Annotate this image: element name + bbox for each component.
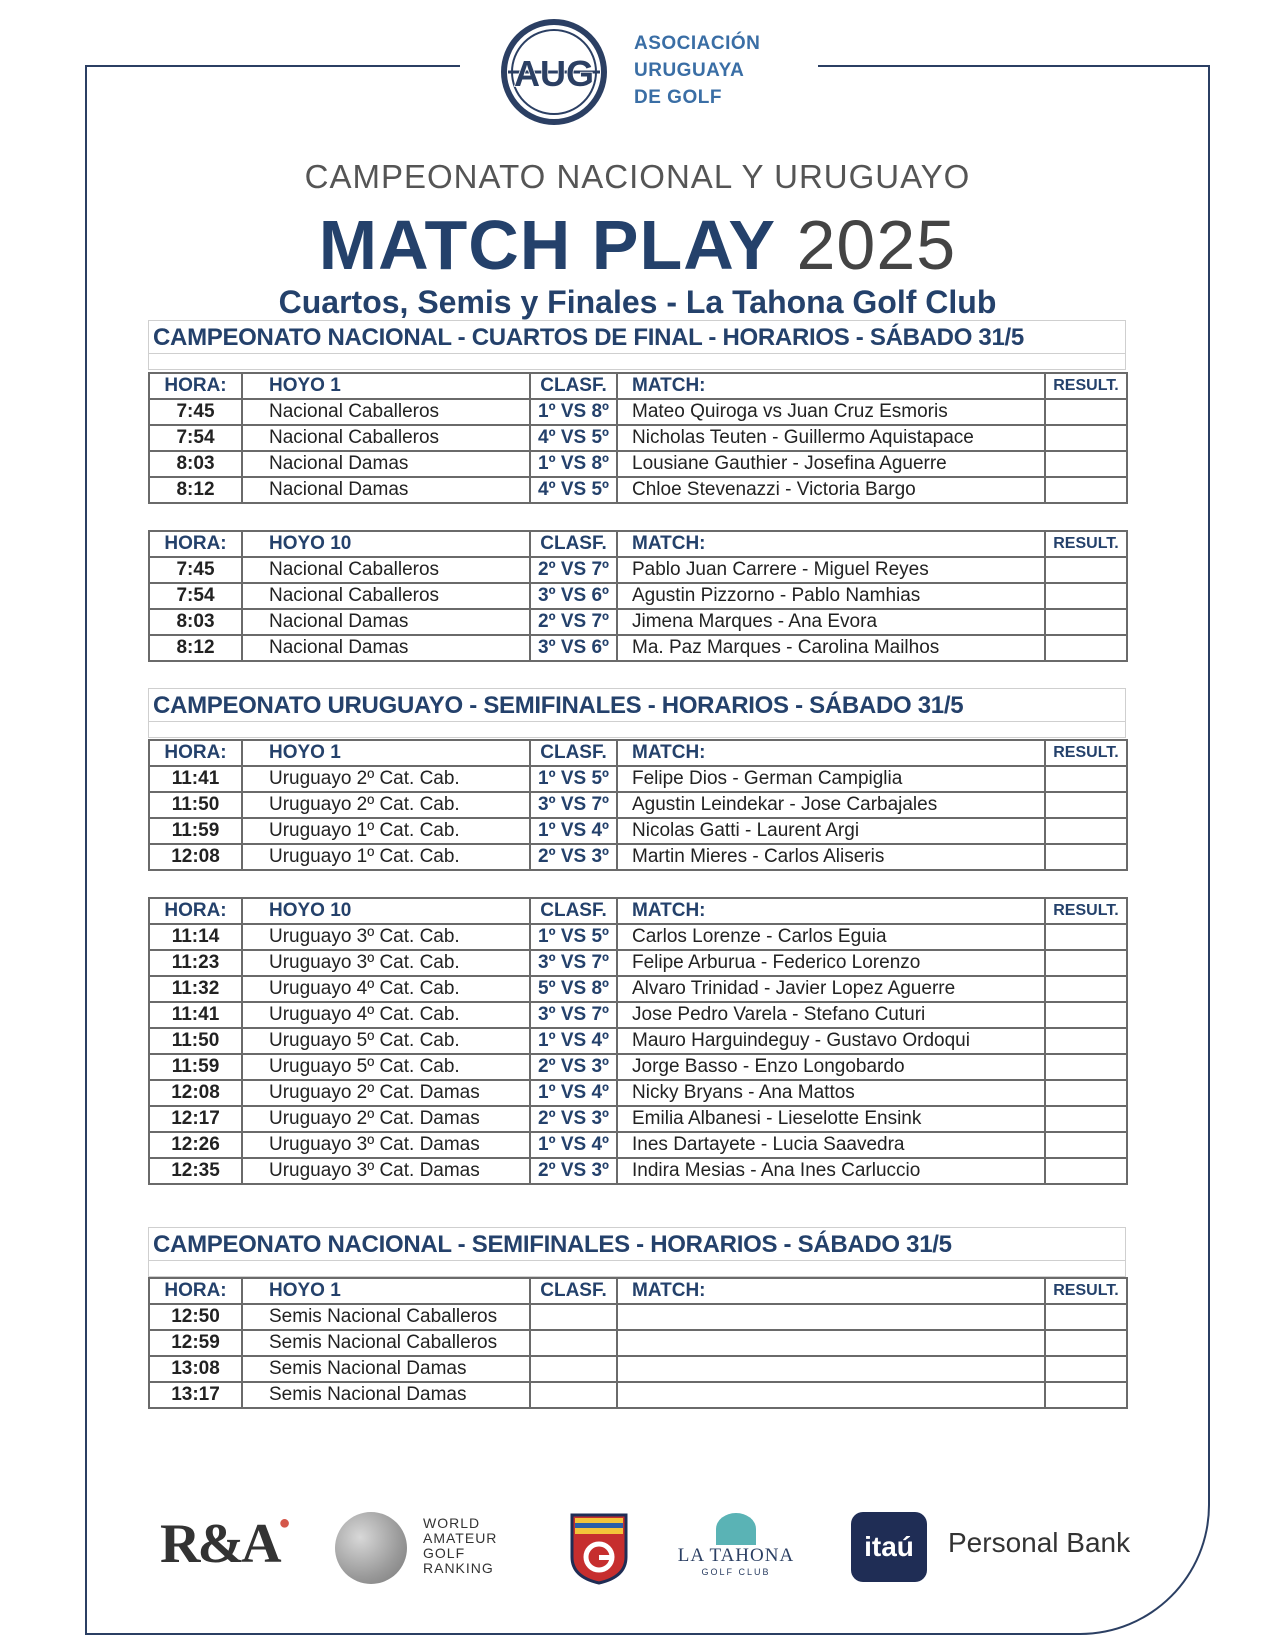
cell-match: Felipe Dios - German Campiglia (617, 766, 1045, 792)
table-header-row (149, 373, 1127, 399)
cell-hora: 12:26 (149, 1132, 242, 1158)
cell-hora: 13:17 (149, 1382, 242, 1408)
cell-result (1045, 976, 1127, 1002)
table-row (149, 1002, 1127, 1028)
cell-match: Nicholas Teuten - Guillermo Aquistapace (617, 425, 1045, 451)
cell-clasf (530, 1304, 617, 1330)
cell-hora: 8:12 (149, 635, 242, 661)
header-clasf: CLASF. (530, 373, 617, 399)
cell-hora: 11:14 (149, 924, 242, 950)
table-header-row (149, 531, 1127, 557)
cell-match (617, 1330, 1045, 1356)
table-row (149, 583, 1127, 609)
cell-hora: 12:17 (149, 1106, 242, 1132)
uruguay-shield-icon (570, 1513, 628, 1585)
aug-logo (500, 18, 608, 126)
title-year: 2025 (796, 206, 957, 284)
section-spacer (148, 1261, 1126, 1277)
header-match: MATCH: (617, 1278, 1045, 1304)
cell-match: Lousiane Gauthier - Josefina Aguerre (617, 451, 1045, 477)
waggr-text (423, 1516, 497, 1576)
cell-result (1045, 583, 1127, 609)
cell-category: Nacional Damas (242, 609, 530, 635)
org-line-2: URUGUAYA (634, 60, 745, 81)
cell-category: Nacional Damas (242, 477, 530, 503)
cell-result (1045, 1382, 1127, 1408)
cell-clasf: 1º VS 4º (530, 1028, 617, 1054)
cell-result (1045, 1132, 1127, 1158)
la-tahona-logo (676, 1513, 796, 1588)
section-spacer (148, 722, 1126, 738)
cell-category: Uruguayo 1º Cat. Cab. (242, 818, 530, 844)
table-row (149, 1356, 1127, 1382)
ra-logo-text: R&A (160, 1513, 279, 1575)
cell-match: Mauro Harguindeguy - Gustavo Ordoqui (617, 1028, 1045, 1054)
cell-match (617, 1382, 1045, 1408)
cell-match: Emilia Albanesi - Lieselotte Ensink (617, 1106, 1045, 1132)
table-row (149, 1054, 1127, 1080)
table-row (149, 557, 1127, 583)
cell-hora: 7:54 (149, 583, 242, 609)
cell-category: Uruguayo 5º Cat. Cab. (242, 1028, 530, 1054)
header-hoyo: HOYO 10 (242, 531, 530, 557)
cell-category: Uruguayo 3º Cat. Cab. (242, 950, 530, 976)
cell-clasf (530, 1330, 617, 1356)
waggr-line-4: RANKING (423, 1560, 494, 1576)
cell-category: Uruguayo 2º Cat. Damas (242, 1080, 530, 1106)
cell-hora: 12:59 (149, 1330, 242, 1356)
tahona-sub: GOLF CLUB (701, 1567, 771, 1577)
cell-category: Uruguayo 4º Cat. Cab. (242, 1002, 530, 1028)
header-hoyo: HOYO 1 (242, 740, 530, 766)
header-result: RESULT. (1045, 740, 1127, 766)
cell-category: Nacional Caballeros (242, 425, 530, 451)
cell-hora: 11:59 (149, 818, 242, 844)
cell-result (1045, 1002, 1127, 1028)
cell-hora: 11:41 (149, 1002, 242, 1028)
cell-hora: 7:45 (149, 399, 242, 425)
cell-hora: 7:54 (149, 425, 242, 451)
schedule-table (148, 897, 1128, 1185)
header-hora: HORA: (149, 740, 242, 766)
aug-logo-text: AUG (514, 53, 594, 94)
cell-clasf: 1º VS 8º (530, 451, 617, 477)
header-clasf: CLASF. (530, 1278, 617, 1304)
cell-result (1045, 1356, 1127, 1382)
cell-hora: 13:08 (149, 1356, 242, 1382)
cell-result (1045, 1028, 1127, 1054)
header-result: RESULT. (1045, 898, 1127, 924)
schedule-table (148, 739, 1128, 871)
header-clasf: CLASF. (530, 531, 617, 557)
cell-hora: 8:03 (149, 609, 242, 635)
org-line-1: ASOCIACIÓN (634, 33, 761, 54)
tahona-emblem-icon (716, 1513, 756, 1545)
cell-match: Nicolas Gatti - Laurent Argi (617, 818, 1045, 844)
cell-match (617, 1356, 1045, 1382)
cell-match: Ma. Paz Marques - Carolina Mailhos (617, 635, 1045, 661)
cell-hora: 11:41 (149, 766, 242, 792)
cell-clasf: 3º VS 7º (530, 1002, 617, 1028)
cell-category: Uruguayo 2º Cat. Cab. (242, 792, 530, 818)
cell-match: Alvaro Trinidad - Javier Lopez Aguerre (617, 976, 1045, 1002)
cell-category: Semis Nacional Damas (242, 1356, 530, 1382)
header-result: RESULT. (1045, 373, 1127, 399)
section-title: CAMPEONATO NACIONAL - CUARTOS DE FINAL - HORARIOS - SÁBADO 31/5 (148, 320, 1126, 354)
cell-clasf: 1º VS 4º (530, 1132, 617, 1158)
cell-hora: 11:59 (149, 1054, 242, 1080)
table-row (149, 635, 1127, 661)
cell-category: Uruguayo 3º Cat. Cab. (242, 924, 530, 950)
header-hoyo: HOYO 10 (242, 898, 530, 924)
table-row (149, 1106, 1127, 1132)
header-clasf: CLASF. (530, 740, 617, 766)
cell-category: Nacional Damas (242, 451, 530, 477)
cell-result (1045, 1106, 1127, 1132)
table-row (149, 924, 1127, 950)
cell-result (1045, 1158, 1127, 1184)
cell-clasf (530, 1356, 617, 1382)
subtitle: Cuartos, Semis y Finales - La Tahona Golf Club (278, 284, 997, 320)
table-row (149, 1132, 1127, 1158)
section-title: CAMPEONATO NACIONAL - SEMIFINALES - HORARIOS - SÁBADO 31/5 (148, 1227, 1126, 1261)
cell-clasf (530, 1382, 617, 1408)
table-header-row (149, 740, 1127, 766)
cell-result (1045, 477, 1127, 503)
cell-match: Felipe Arburua - Federico Lorenzo (617, 950, 1045, 976)
cell-hora: 12:08 (149, 844, 242, 870)
cell-category: Uruguayo 3º Cat. Damas (242, 1158, 530, 1184)
table-row (149, 609, 1127, 635)
table-row (149, 1330, 1127, 1356)
header-hora: HORA: (149, 1278, 242, 1304)
cell-match: Indira Mesias - Ana Ines Carluccio (617, 1158, 1045, 1184)
cell-hora: 8:03 (149, 451, 242, 477)
cell-category: Uruguayo 4º Cat. Cab. (242, 976, 530, 1002)
header-result: RESULT. (1045, 1278, 1127, 1304)
cell-clasf: 3º VS 7º (530, 792, 617, 818)
cell-hora: 7:45 (149, 557, 242, 583)
header-hoyo: HOYO 1 (242, 373, 530, 399)
waggr-line-3: GOLF (423, 1545, 466, 1561)
title-line-1: CAMPEONATO NACIONAL Y URUGUAYO (304, 158, 971, 195)
waggr-line-2: AMATEUR (423, 1530, 498, 1546)
schedule-table (148, 372, 1128, 504)
cell-clasf: 2º VS 3º (530, 844, 617, 870)
table-row (149, 425, 1127, 451)
cell-match: Chloe Stevenazzi - Victoria Bargo (617, 477, 1045, 503)
personal-bank-text: Personal Bank (948, 1527, 1131, 1558)
header-hora: HORA: (149, 373, 242, 399)
cell-result (1045, 1304, 1127, 1330)
cell-match: Nicky Bryans - Ana Mattos (617, 1080, 1045, 1106)
cell-match: Jorge Basso - Enzo Longobardo (617, 1054, 1045, 1080)
org-name (634, 30, 760, 111)
frame-top-right-line (818, 65, 1210, 67)
schedule-table (148, 530, 1128, 662)
table-row (149, 1158, 1127, 1184)
waggr-line-1: WORLD (423, 1515, 481, 1531)
frame-top-left-line (85, 65, 460, 67)
cell-result (1045, 1330, 1127, 1356)
table-header-row (149, 1278, 1127, 1304)
header-hora: HORA: (149, 531, 242, 557)
cell-result (1045, 766, 1127, 792)
table-row (149, 1382, 1127, 1408)
section-title: CAMPEONATO URUGUAYO - SEMIFINALES - HORARIOS - SÁBADO 31/5 (148, 688, 1126, 722)
golf-ball-icon (335, 1512, 407, 1584)
table-row (149, 818, 1127, 844)
cell-result (1045, 1054, 1127, 1080)
cell-result (1045, 451, 1127, 477)
cell-result (1045, 924, 1127, 950)
cell-result (1045, 635, 1127, 661)
cell-match: Carlos Lorenze - Carlos Eguia (617, 924, 1045, 950)
table-row (149, 1304, 1127, 1330)
cell-match: Ines Dartayete - Lucia Saavedra (617, 1132, 1045, 1158)
cell-clasf: 4º VS 5º (530, 477, 617, 503)
tahona-name: LA TAHONA (677, 1545, 795, 1566)
cell-clasf: 2º VS 7º (530, 609, 617, 635)
cell-hora: 8:12 (149, 477, 242, 503)
cell-result (1045, 609, 1127, 635)
cell-match: Agustin Pizzorno - Pablo Namhias (617, 583, 1045, 609)
cell-category: Uruguayo 3º Cat. Damas (242, 1132, 530, 1158)
cell-category: Semis Nacional Damas (242, 1382, 530, 1408)
itau-logo: itaú (851, 1512, 927, 1582)
cell-match: Martin Mieres - Carlos Aliseris (617, 844, 1045, 870)
cell-category: Nacional Caballeros (242, 583, 530, 609)
header-match: MATCH: (617, 531, 1045, 557)
cell-hora: 12:35 (149, 1158, 242, 1184)
cell-match: Jimena Marques - Ana Evora (617, 609, 1045, 635)
cell-result (1045, 950, 1127, 976)
cell-match: Agustin Leindekar - Jose Carbajales (617, 792, 1045, 818)
header-hora: HORA: (149, 898, 242, 924)
table-row (149, 1028, 1127, 1054)
cell-hora: 11:50 (149, 792, 242, 818)
header-result: RESULT. (1045, 531, 1127, 557)
cell-result (1045, 818, 1127, 844)
table-row (149, 451, 1127, 477)
table-row (149, 950, 1127, 976)
waggr-logo (335, 1512, 585, 1592)
table-row (149, 399, 1127, 425)
table-header-row (149, 898, 1127, 924)
cell-hora: 11:32 (149, 976, 242, 1002)
cell-hora: 12:50 (149, 1304, 242, 1330)
cell-hora: 11:50 (149, 1028, 242, 1054)
cell-result (1045, 557, 1127, 583)
org-line-3: DE GOLF (634, 87, 722, 108)
cell-result (1045, 1080, 1127, 1106)
cell-clasf: 2º VS 7º (530, 557, 617, 583)
cell-clasf: 4º VS 5º (530, 425, 617, 451)
cell-match: Jose Pedro Varela - Stefano Cuturi (617, 1002, 1045, 1028)
cell-category: Nacional Damas (242, 635, 530, 661)
cell-clasf: 1º VS 8º (530, 399, 617, 425)
cell-hora: 11:23 (149, 950, 242, 976)
cell-result (1045, 792, 1127, 818)
cell-clasf: 1º VS 4º (530, 1080, 617, 1106)
cell-match: Mateo Quiroga vs Juan Cruz Esmoris (617, 399, 1045, 425)
table-row (149, 1080, 1127, 1106)
cell-clasf: 5º VS 8º (530, 976, 617, 1002)
cell-category: Uruguayo 1º Cat. Cab. (242, 844, 530, 870)
header-match: MATCH: (617, 373, 1045, 399)
table-row (149, 844, 1127, 870)
cell-match: Pablo Juan Carrere - Miguel Reyes (617, 557, 1045, 583)
ra-logo: R&A● (160, 1512, 288, 1575)
cell-clasf: 3º VS 6º (530, 583, 617, 609)
header-match: MATCH: (617, 898, 1045, 924)
table-row (149, 792, 1127, 818)
cell-clasf: 2º VS 3º (530, 1158, 617, 1184)
cell-category: Nacional Caballeros (242, 399, 530, 425)
cell-clasf: 1º VS 4º (530, 818, 617, 844)
header-match: MATCH: (617, 740, 1045, 766)
section-spacer (148, 354, 1126, 370)
cell-category: Semis Nacional Caballeros (242, 1304, 530, 1330)
cell-category: Semis Nacional Caballeros (242, 1330, 530, 1356)
header-hoyo: HOYO 1 (242, 1278, 530, 1304)
cell-result (1045, 399, 1127, 425)
cell-clasf: 3º VS 7º (530, 950, 617, 976)
cell-category: Uruguayo 5º Cat. Cab. (242, 1054, 530, 1080)
cell-category: Uruguayo 2º Cat. Damas (242, 1106, 530, 1132)
cell-match (617, 1304, 1045, 1330)
table-row (149, 766, 1127, 792)
cell-result (1045, 425, 1127, 451)
cell-clasf: 3º VS 6º (530, 635, 617, 661)
header-clasf: CLASF. (530, 898, 617, 924)
title-match-play: MATCH PLAY (318, 206, 777, 284)
cell-category: Nacional Caballeros (242, 557, 530, 583)
cell-clasf: 1º VS 5º (530, 766, 617, 792)
schedule-table (148, 1277, 1128, 1409)
cell-category: Uruguayo 2º Cat. Cab. (242, 766, 530, 792)
cell-hora: 12:08 (149, 1080, 242, 1106)
table-row (149, 477, 1127, 503)
title-main (0, 205, 1275, 285)
table-row (149, 976, 1127, 1002)
cell-clasf: 1º VS 5º (530, 924, 617, 950)
cell-clasf: 2º VS 3º (530, 1054, 617, 1080)
cell-result (1045, 844, 1127, 870)
cell-clasf: 2º VS 3º (530, 1106, 617, 1132)
